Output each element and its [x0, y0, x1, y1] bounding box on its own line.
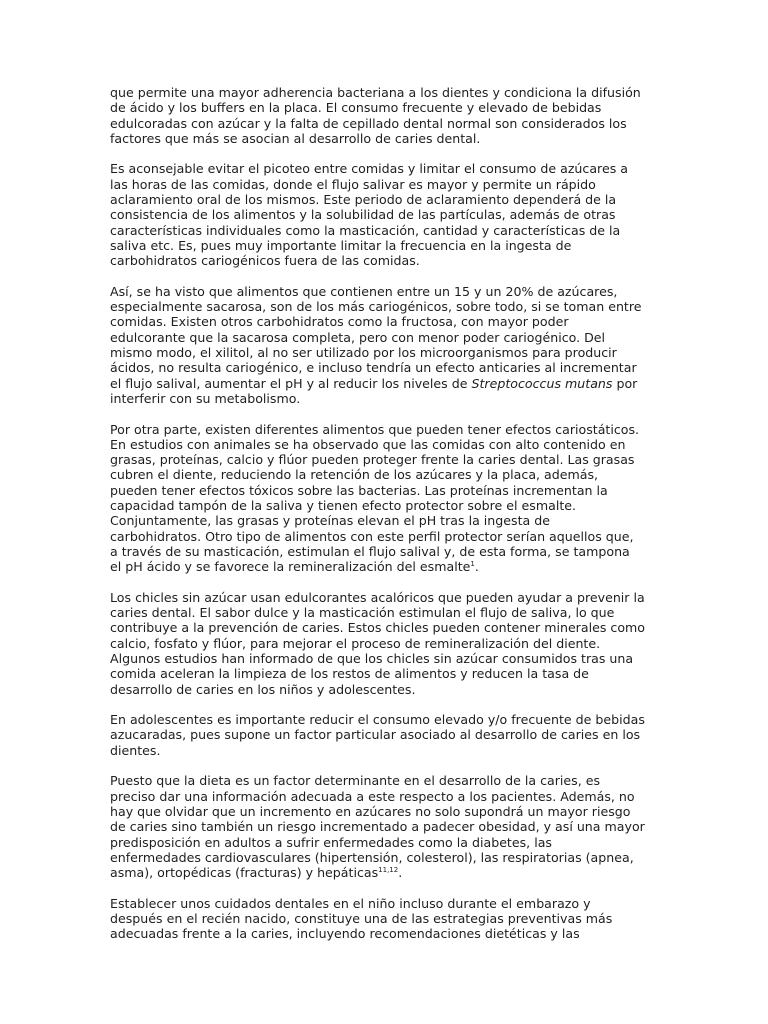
text-line: comida aceleran la limpieza de los restos de alimentos y reducen la tasa de	[110, 666, 589, 682]
text-line: hay que olvidar que un incremento en azúcares no solo supondrá un mayor riesgo	[110, 803, 631, 819]
text-line	[110, 865, 658, 880]
paragraph-8	[110, 896, 658, 942]
text-line: edulcorante que la sacarosa completa, pero con menor poder cariogénico. Del	[110, 329, 606, 345]
reference-superscript: 1	[470, 560, 475, 569]
text-line: características individuales como la masticación, cantidad y características de la	[110, 222, 621, 238]
text-line: cubren el diente, reduciendo la retención de los azúcares y la placa, además,	[110, 467, 599, 483]
line-text: el pH ácido y se favorece la remineralización del esmalte	[110, 559, 471, 575]
text-line: Por otra parte, existen diferentes alimentos que pueden tener efectos cariostáticos.	[110, 421, 640, 437]
text-line: Así, se ha visto que alimentos que contienen entre un 15 y un 20% de azúcares,	[110, 283, 618, 299]
line-text: asma), ortopédicas (fracturas) y hepáticas	[110, 865, 379, 881]
line-text-tail: .	[474, 559, 479, 575]
text-line: grasas, proteínas, calcio y flúor pueden proteger frente la caries dental. Las grasas	[110, 452, 635, 468]
line-text-tail: .	[398, 865, 403, 881]
text-line: carbohidratos cariogénicos fuera de las comidas.	[110, 253, 420, 269]
text-line: predisposición en adultos a sufrir enfermedades como la diabetes, las	[110, 834, 552, 850]
text-line: Establecer unos cuidados dentales en el niño incluso durante el embarazo y	[110, 895, 591, 911]
text-line: azucaradas, pues supone un factor particular asociado al desarrollo de caries en los	[110, 727, 641, 743]
text-line: que permite una mayor adherencia bacteriana a los dientes y condiciona la difusión	[110, 85, 641, 100]
text-line: En estudios con animales se ha observado que las comidas con alto contenido en	[110, 436, 626, 452]
text-line: pueden tener efectos tóxicos sobre las bacterias. Las proteínas incrementan la	[110, 482, 608, 498]
text-line: después en el recién nacido, constituye una de las estrategias preventivas más	[110, 911, 613, 927]
text-line: desarrollo de caries en los niños y adolescentes.	[110, 681, 416, 697]
text-line: consistencia de los alimentos y la solubilidad de las partículas, además de otras	[110, 207, 616, 223]
reference-superscript: 11,12	[378, 866, 399, 875]
paragraph-7	[110, 773, 658, 880]
line-text: el flujo salival, aumentar el pH y al reducir los niveles de	[110, 375, 472, 391]
text-line: contribuye a la prevención de caries. Estos chicles pueden contener minerales como	[110, 620, 645, 636]
text-line	[110, 376, 658, 391]
text-line: las horas de las comidas, donde el flujo salivar es mayor y permite un rápido	[110, 176, 596, 192]
text-line: Es aconsejable evitar el picoteo entre comidas y limitar el consumo de azúcares a	[110, 161, 628, 177]
text-line: de ácido y los buffers en la placa. El consumo frecuente y elevado de bebidas	[110, 100, 602, 116]
text-line: adecuadas frente a la caries, incluyendo recomendaciones dietéticas y las	[110, 926, 580, 942]
text-line: preciso dar una información adecuada a este respecto a los pacientes. Además, no	[110, 788, 635, 804]
paragraph-1	[110, 85, 658, 146]
text-line: Los chicles sin azúcar usan edulcorantes acalóricos que pueden ayudar a prevenir la	[110, 589, 645, 605]
text-line: aclaramiento oral de los mismos. Este periodo de aclaramiento dependerá de la	[110, 192, 617, 208]
text-line: dientes.	[110, 742, 161, 758]
text-line: enfermedades cardiovasculares (hipertensión, colesterol), las respiratorias (apnea,	[110, 849, 634, 865]
document-body	[110, 85, 658, 957]
text-line: saliva etc. Es, pues muy importante limitar la frecuencia en la ingesta de	[110, 237, 572, 253]
paragraph-4	[110, 422, 658, 575]
text-line: a través de su masticación, estimulan el flujo salival y, de esta forma, se tampona	[110, 543, 630, 559]
text-line: Puesto que la dieta es un factor determinante en el desarrollo de la caries, es	[110, 773, 601, 789]
text-line: especialmente sacarosa, son de los más cariogénicos, sobre todo, si se toman entre	[110, 299, 642, 315]
paragraph-2	[110, 161, 658, 268]
text-line: de caries sino también un riesgo incrementado a padecer obesidad, y así una mayor	[110, 819, 645, 835]
paragraph-6	[110, 712, 658, 758]
text-line: Algunos estudios han informado de que los chicles sin azúcar consumidos tras una	[110, 650, 634, 666]
line-text-tail: por	[612, 375, 638, 391]
text-line: Conjuntamente, las grasas y proteínas elevan el pH tras la ingesta de	[110, 513, 550, 529]
text-line: caries dental. El sabor dulce y la masticación estimulan el flujo de saliva, lo que	[110, 605, 615, 621]
text-line	[110, 559, 658, 574]
text-line: capacidad tampón de la saliva y tienen efecto protector sobre el esmalte.	[110, 498, 577, 514]
text-line: calcio, fosfato y flúor, para mejorar el proceso de remineralización del diente.	[110, 635, 601, 651]
species-name: Streptococcus mutans	[471, 375, 613, 391]
text-line: mismo modo, el xilitol, al no ser utilizado por los microorganismos para producir	[110, 345, 617, 361]
text-line: comidas. Existen otros carbohidratos como la fructosa, con mayor poder	[110, 314, 569, 330]
text-line: En adolescentes es importante reducir el consumo elevado y/o frecuente de bebidas	[110, 712, 645, 728]
text-line: ácidos, no resulta cariogénico, e incluso tendría un efecto anticaries al incrementar	[110, 360, 637, 376]
text-line: interferir con su metabolismo.	[110, 390, 301, 406]
paragraph-3	[110, 284, 658, 406]
text-line: edulcoradas con azúcar y la falta de cepillado dental normal son considerados los	[110, 115, 627, 131]
text-line: carbohidratos. Otro tipo de alimentos con este perfil protector serían aquellos que,	[110, 528, 634, 544]
paragraph-5	[110, 590, 658, 697]
text-line: factores que más se asocian al desarrollo de caries dental.	[110, 130, 481, 146]
